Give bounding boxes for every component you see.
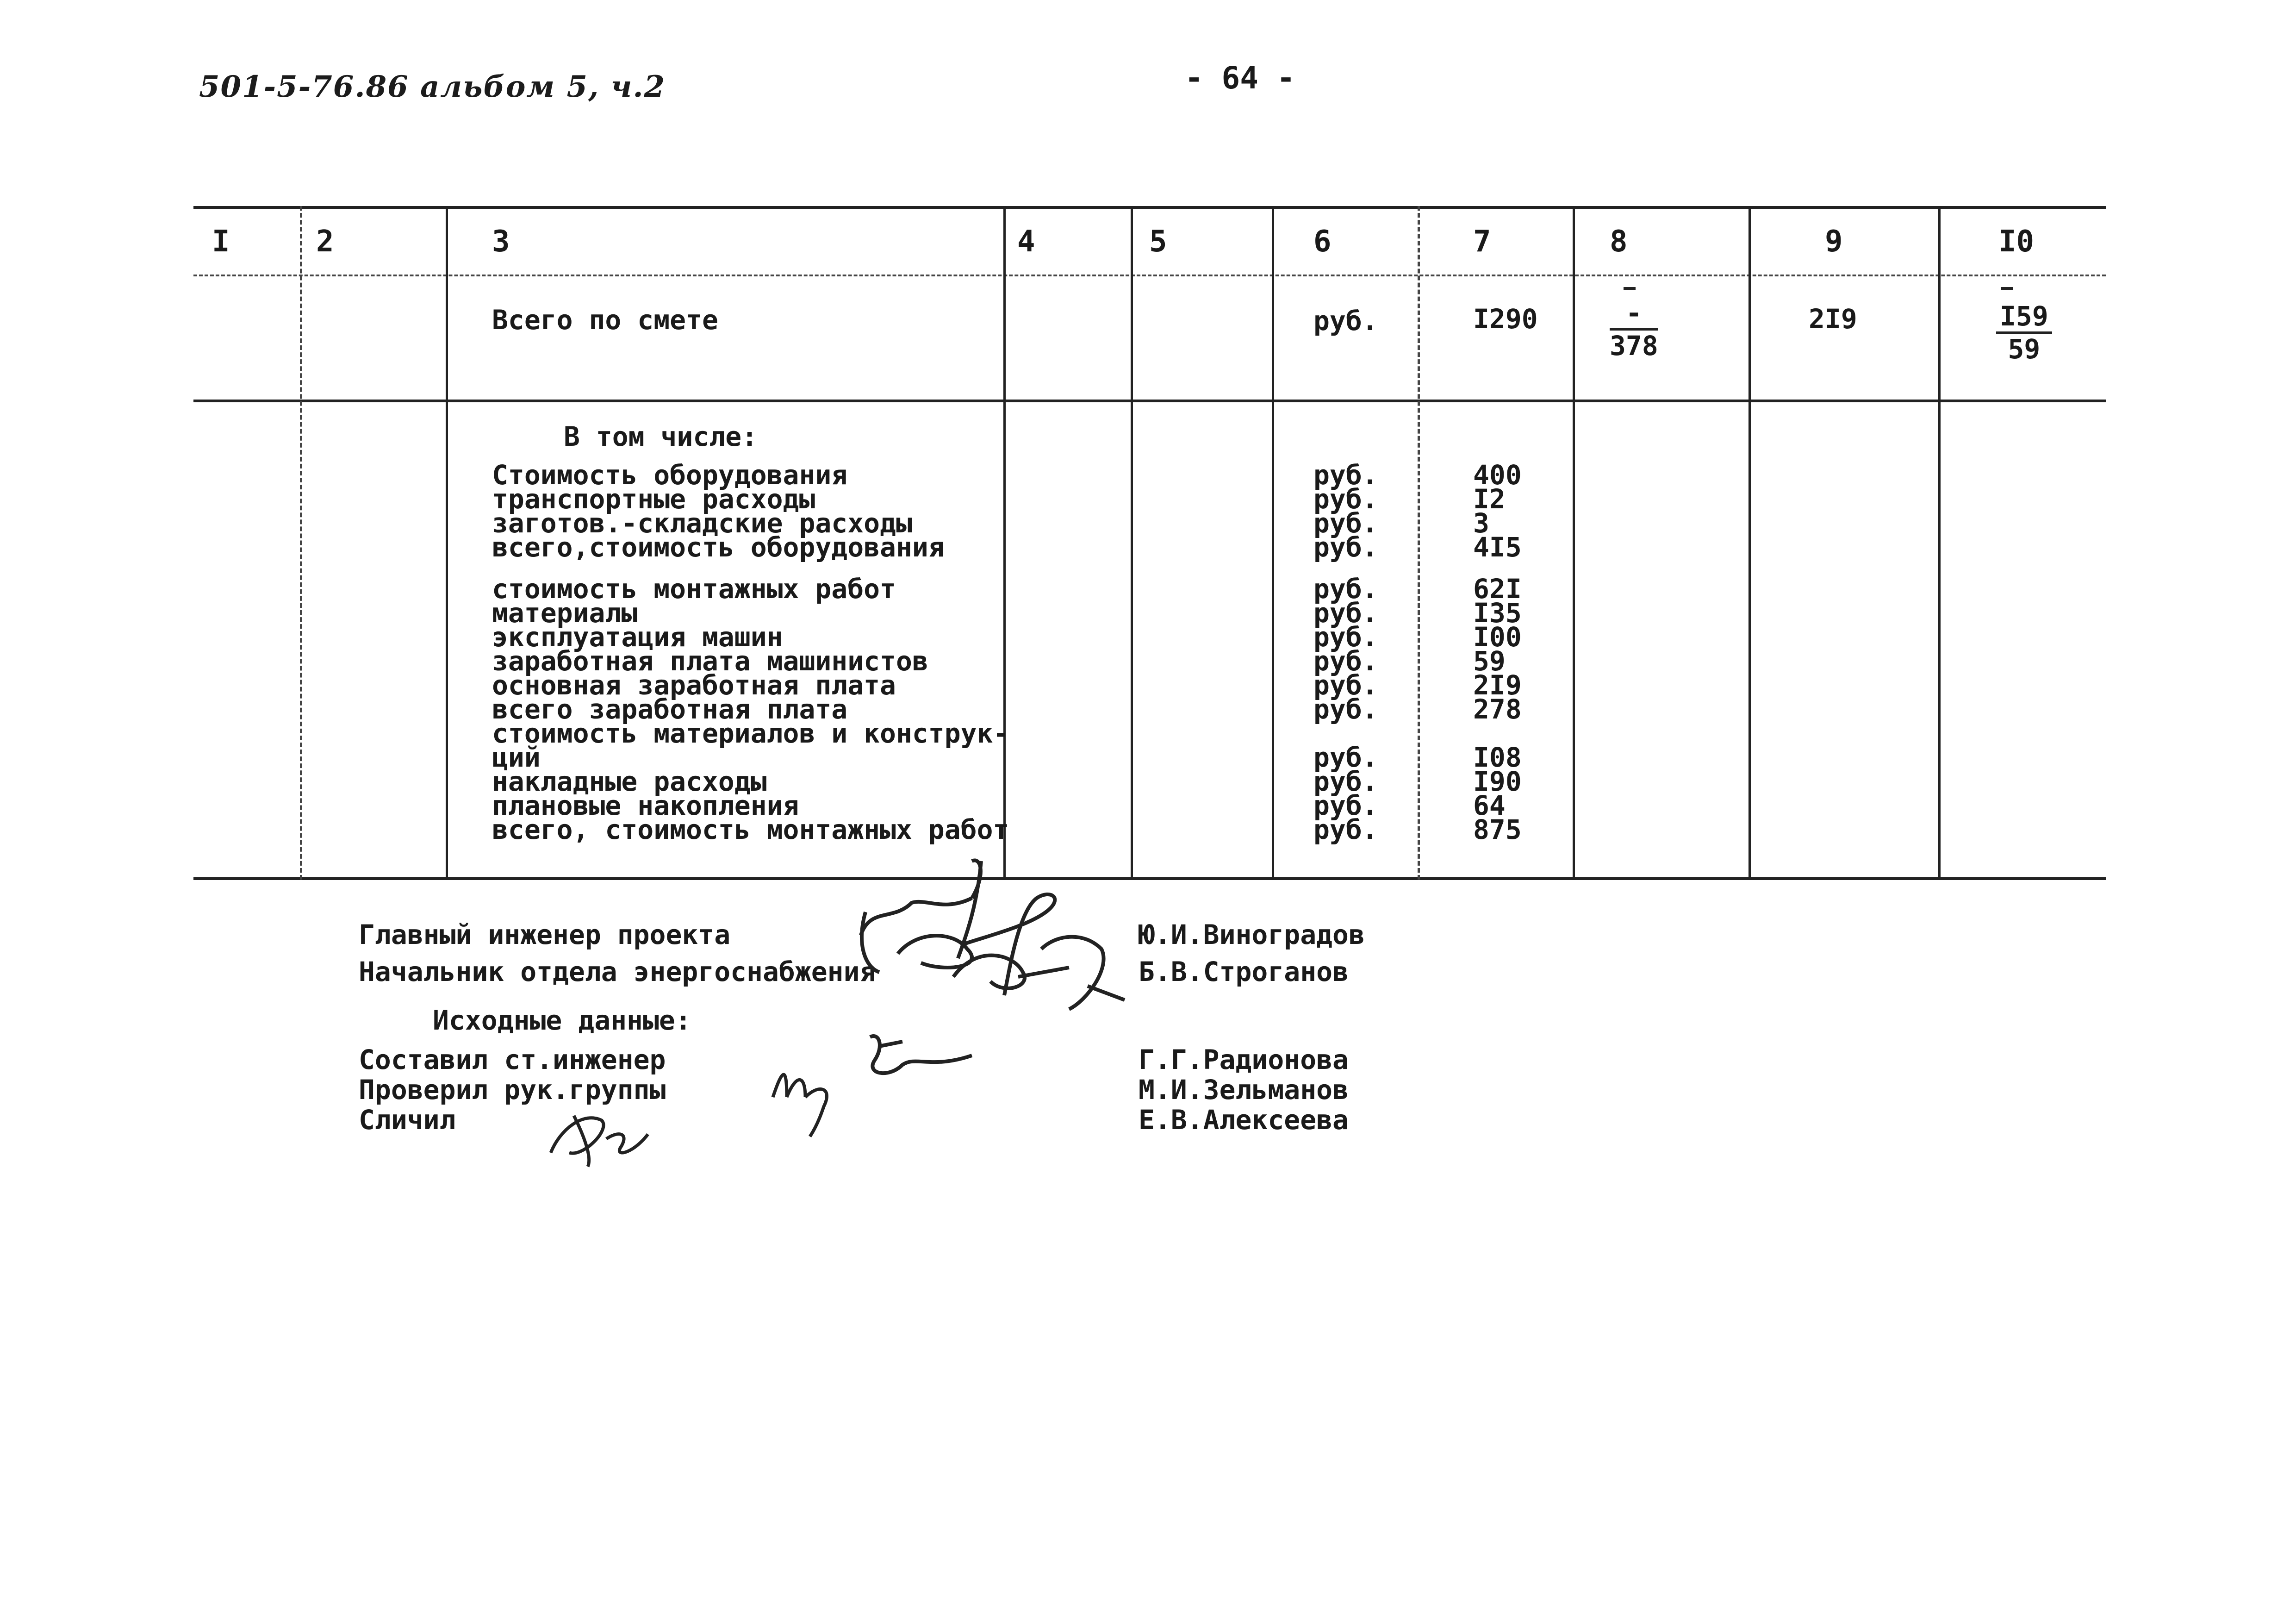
detail-row-unit: руб. <box>1313 669 1378 701</box>
col-divider-4 <box>1131 206 1133 880</box>
including-label: В том числе: <box>564 421 758 452</box>
total-row-col7: I290 <box>1473 303 1538 335</box>
detail-row-label: плановые накопления <box>492 790 799 821</box>
detail-row-unit: руб. <box>1313 573 1378 605</box>
chief-engineer-label: Главный инженер проекта <box>359 919 731 950</box>
detail-row-unit: руб. <box>1313 531 1378 563</box>
detail-row-label: транспортные расходы <box>492 483 815 515</box>
document-code: 501-5-76.86 альбом 5, ч.2 <box>199 69 666 104</box>
col-header-8: 8 <box>1610 225 1628 259</box>
total-row-col9: 2I9 <box>1809 303 1857 335</box>
detail-row-value: 62I <box>1473 573 1522 605</box>
detail-row-label: всего заработная плата <box>492 693 848 725</box>
detail-row-unit: руб. <box>1313 621 1378 653</box>
compiled-label: Составил ст.инженер <box>359 1044 666 1075</box>
col8-dash <box>1624 287 1636 290</box>
col-divider-7 <box>1573 206 1575 880</box>
detail-row-value: 278 <box>1473 693 1522 725</box>
total-row-separator <box>193 400 2106 402</box>
total-row-col10: $\frac{I59}{59}$ <box>1996 301 2052 364</box>
detail-row-unit: руб. <box>1313 645 1378 677</box>
col-divider-9 <box>1938 206 1941 880</box>
verified-label: Сличил <box>359 1104 456 1136</box>
detail-row-value: 64 <box>1473 790 1506 821</box>
col-header-2: 2 <box>316 225 334 259</box>
checked-label: Проверил рук.группы <box>359 1074 666 1106</box>
detail-row-value: I90 <box>1473 766 1522 797</box>
dept-head-name: Б.В.Строганов <box>1139 956 1349 987</box>
col-divider-6 <box>1418 206 1420 880</box>
detail-row-value: 2I9 <box>1473 669 1522 701</box>
col-header-7: 7 <box>1473 225 1491 259</box>
detail-row-label: всего, стоимость монтажных работ <box>492 814 1009 845</box>
detail-row-unit: руб. <box>1313 507 1378 539</box>
signature-compiled <box>861 1028 981 1097</box>
col-header-3: 3 <box>492 225 510 259</box>
source-data-label: Исходные данные: <box>433 1005 691 1036</box>
detail-row-label: эксплуатация машин <box>492 621 783 653</box>
detail-row-value: 3 <box>1473 507 1489 539</box>
detail-row-label: ций <box>492 742 541 773</box>
detail-row-unit: руб. <box>1313 693 1378 725</box>
checked-name: М.И.Зельманов <box>1139 1074 1349 1106</box>
detail-row-unit: руб. <box>1313 766 1378 797</box>
header-separator <box>193 275 2106 276</box>
estimate-table <box>193 206 2106 882</box>
total-row-col8: - 378 <box>1610 297 1658 362</box>
table-bottom-border <box>193 877 2106 880</box>
signature-dept-head <box>949 917 1134 1018</box>
detail-row-label: стоимость монтажных работ <box>492 573 896 605</box>
detail-row-unit: руб. <box>1313 597 1378 629</box>
col-header-6: 6 <box>1313 225 1332 259</box>
chief-engineer-name: Ю.И.Виноградов <box>1139 919 1365 950</box>
compiled-name: Г.Г.Радионова <box>1139 1044 1349 1075</box>
detail-row-value: I00 <box>1473 621 1522 653</box>
detail-row-label: заготов.-складские расходы <box>492 507 912 539</box>
col10-dash <box>2001 287 2013 290</box>
col-divider-1 <box>300 206 302 880</box>
detail-row-label: всего,стоимость оборудования <box>492 531 945 563</box>
col-divider-5 <box>1272 206 1274 880</box>
col-header-4: 4 <box>1017 225 1035 259</box>
detail-row-unit: руб. <box>1313 742 1378 773</box>
col-header-1: I <box>212 225 230 259</box>
col-header-5: 5 <box>1149 225 1167 259</box>
col-divider-2 <box>446 206 448 880</box>
table-top-border <box>193 206 2106 209</box>
detail-row-value: I35 <box>1473 597 1522 629</box>
detail-row-value: 875 <box>1473 814 1522 845</box>
detail-row-value: 59 <box>1473 645 1506 677</box>
col-header-10: I0 <box>1998 225 2035 259</box>
signature-checked <box>768 1060 842 1139</box>
dept-head-label: Начальник отдела энергоснабжения <box>359 956 876 987</box>
detail-row-unit: руб. <box>1313 814 1378 845</box>
detail-row-unit: руб. <box>1313 483 1378 515</box>
detail-row-unit: руб. <box>1313 459 1378 491</box>
verified-name: Е.В.Алексеева <box>1139 1104 1349 1136</box>
detail-row-value: I08 <box>1473 742 1522 773</box>
detail-row-label: основная заработная плата <box>492 669 896 701</box>
col-divider-8 <box>1748 206 1751 880</box>
detail-row-value: 4I5 <box>1473 531 1522 563</box>
detail-row-unit: руб. <box>1313 790 1378 821</box>
detail-row-label: материалы <box>492 597 638 629</box>
signature-verified <box>541 1102 653 1171</box>
detail-row-label: заработная плата машинистов <box>492 645 928 677</box>
page-number: - 64 - <box>1185 60 1295 96</box>
detail-row-label: накладные расходы <box>492 766 767 797</box>
col-header-9: 9 <box>1825 225 1843 259</box>
total-row-unit: руб. <box>1313 305 1378 337</box>
col-divider-3 <box>1003 206 1006 880</box>
total-row-label: Всего по смете <box>492 304 718 336</box>
detail-row-label: стоимость материалов и конструк- <box>492 718 1009 749</box>
detail-row-value: I2 <box>1473 483 1506 515</box>
detail-row-value: 400 <box>1473 459 1522 491</box>
detail-row-label: Стоимость оборудования <box>492 459 848 491</box>
